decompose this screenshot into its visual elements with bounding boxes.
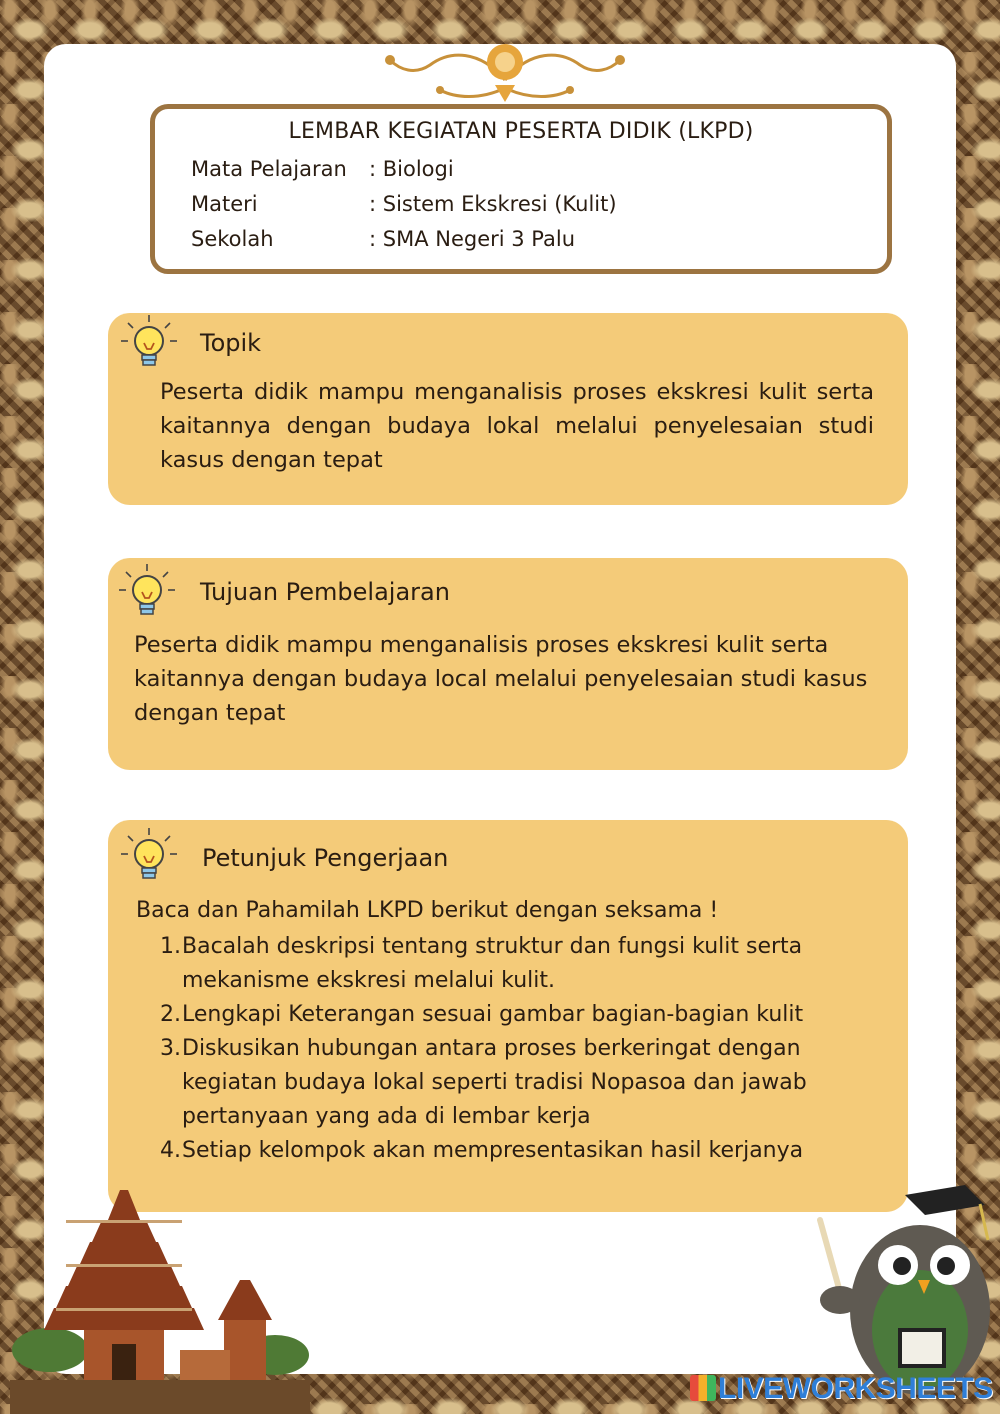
temple-illustration — [10, 1180, 310, 1414]
lightbulb-icon — [116, 562, 178, 624]
info-value: : Biologi — [369, 157, 454, 181]
info-row-school — [191, 227, 575, 251]
ornament-icon — [360, 40, 650, 110]
objective-text: Peserta didik mampu menganalisis proses ekskresi kulit serta kaitannya dengan budaya local melalui penyelesaian studi kasus dengan tepat — [134, 632, 868, 726]
info-row-material — [191, 192, 617, 216]
info-value: : SMA Negeri 3 Palu — [369, 227, 576, 251]
topic-text: Peserta didik mampu menganalisis proses ekskresi kulit serta kaitannya dengan budaya lokal melalui penyelesaian studi kasus dengan tepat — [160, 379, 874, 473]
topic-card — [108, 313, 908, 505]
liveworksheets-watermark: LIVEWORKSHEETS — [690, 1372, 993, 1406]
list-item: 1.Bacalah deskripsi tentang struktur dan fungsi kulit serta mekanisme ekskresi melalui kulit. — [160, 934, 803, 993]
objective-title: Tujuan Pembelajaran — [200, 578, 450, 606]
instructions-title: Petunjuk Pengerjaan — [202, 844, 449, 872]
liveworksheets-logo-icon — [690, 1375, 716, 1401]
list-item: 3.Diskusikan hubungan antara proses berkeringat dengan kegiatan budaya lokal seperti tradisi Nopasoa dan jawab pertanyaan yang ada di lembar kerja — [160, 1036, 807, 1129]
info-label: Mata Pelajaran — [191, 157, 347, 181]
list-item: 2.Lengkapi Keterangan sesuai gambar bagian-bagian kulit — [160, 1002, 804, 1027]
instructions-intro: Baca dan Pahamilah LKPD berikut dengan seksama ! — [136, 898, 719, 923]
instructions-list — [160, 930, 890, 1168]
instructions-card — [108, 820, 908, 1212]
info-label: Materi — [191, 192, 258, 216]
list-item: 4.Setiap kelompok akan mempresentasikan hasil kerjanya — [160, 1138, 804, 1163]
info-row-subject — [191, 157, 454, 181]
info-value: : Sistem Ekskresi (Kulit) — [369, 192, 617, 216]
header-box — [150, 104, 892, 274]
objective-card — [108, 558, 908, 770]
lightbulb-icon — [118, 826, 180, 888]
lightbulb-icon — [118, 313, 180, 375]
info-label: Sekolah — [191, 227, 274, 251]
topic-title: Topik — [200, 329, 262, 357]
page-title: LEMBAR KEGIATAN PESERTA DIDIK (LKPD) — [288, 119, 754, 144]
